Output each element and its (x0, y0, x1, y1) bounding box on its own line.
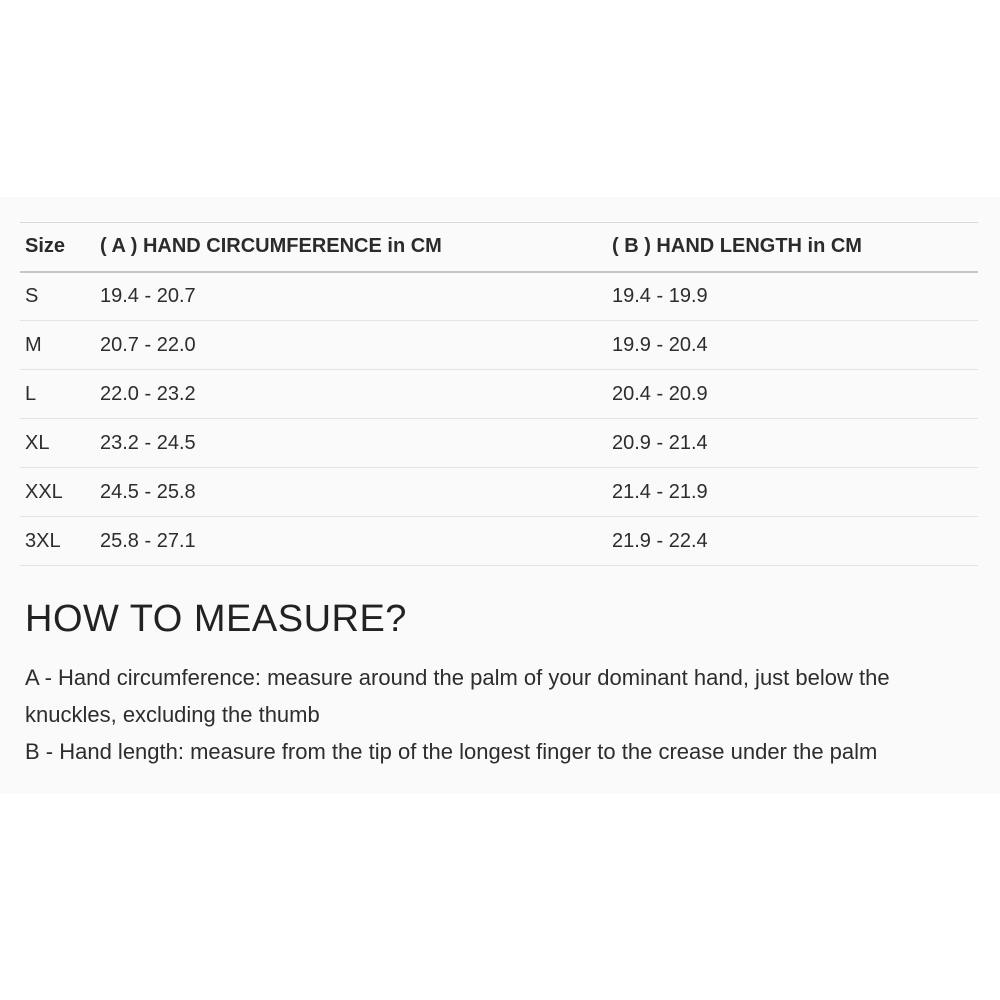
circumference-cell: 25.8 - 27.1 (95, 517, 607, 566)
size-cell: XXL (20, 468, 95, 517)
table-row (20, 517, 978, 566)
length-cell: 19.9 - 20.4 (607, 321, 978, 370)
circumference-cell: 24.5 - 25.8 (95, 468, 607, 517)
top-whitespace (0, 0, 1000, 197)
col-header-size: Size (20, 223, 95, 272)
size-cell: M (20, 321, 95, 370)
length-cell: 19.4 - 19.9 (607, 272, 978, 321)
length-cell: 20.4 - 20.9 (607, 370, 978, 419)
size-cell: L (20, 370, 95, 419)
content-panel (0, 197, 1000, 794)
length-cell: 21.4 - 21.9 (607, 468, 978, 517)
table-row (20, 468, 978, 517)
table-header-row (20, 223, 978, 272)
instruction-hand-length: B - Hand length: measure from the tip of the longest finger to the crease under the palm (25, 739, 878, 764)
circumference-cell: 23.2 - 24.5 (95, 419, 607, 468)
circumference-cell: 22.0 - 23.2 (95, 370, 607, 419)
table-row (20, 272, 978, 321)
length-cell: 21.9 - 22.4 (607, 517, 978, 566)
table-row (20, 321, 978, 370)
circumference-cell: 20.7 - 22.0 (95, 321, 607, 370)
how-to-measure-heading: HOW TO MEASURE? (25, 598, 407, 640)
instruction-hand-circumference: A - Hand circumference: measure around the palm of your dominant hand, just below the knuckles, excluding the thumb (25, 665, 890, 727)
col-header-circumference: ( A ) HAND CIRCUMFERENCE in CM (95, 223, 607, 272)
length-cell: 20.9 - 21.4 (607, 419, 978, 468)
size-cell: S (20, 272, 95, 321)
col-header-length: ( B ) HAND LENGTH in CM (607, 223, 978, 272)
size-chart-table (20, 222, 978, 566)
circumference-cell: 19.4 - 20.7 (95, 272, 607, 321)
size-cell: XL (20, 419, 95, 468)
size-cell: 3XL (20, 517, 95, 566)
table-row (20, 419, 978, 468)
table-row (20, 370, 978, 419)
